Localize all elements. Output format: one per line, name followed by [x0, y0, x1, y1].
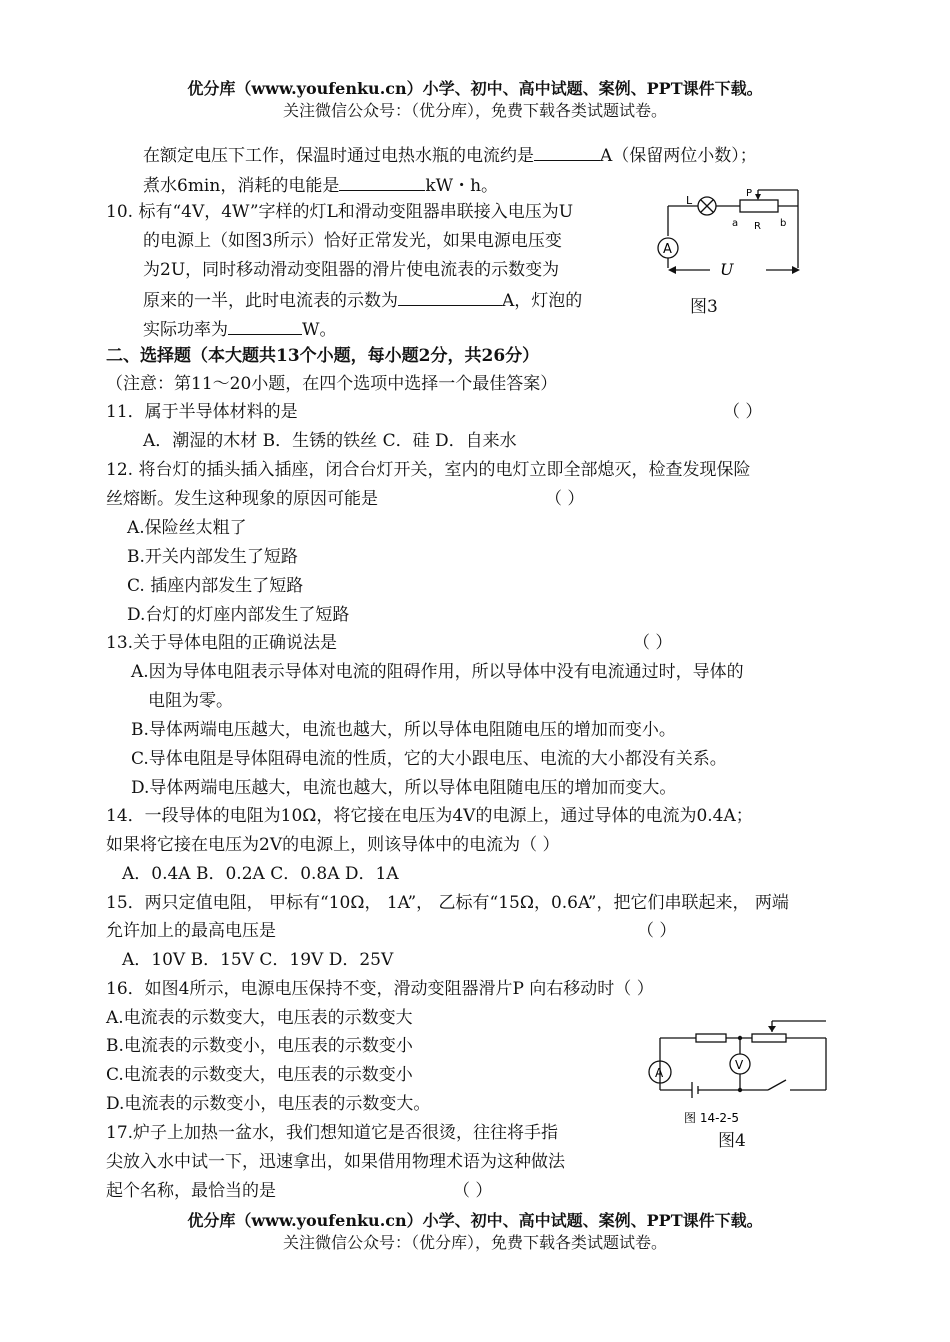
q12-answer-paren: （ ） — [545, 489, 585, 509]
footer-line-1: 优分库（www.youfenku.cn）小学、初中、高中试题、案例、PPT课件下载。 — [187, 1211, 763, 1230]
q15-line-2: 允许加上的最高电压是 — [106, 921, 276, 941]
q15-options: A．10V B．15V C．19V D．25V — [122, 950, 394, 970]
fig3-label-R: R — [754, 221, 761, 232]
q13-option-d: D.导体两端电压越大，电流也越大，所以导体电阻随电压的增加而变大。 — [131, 778, 677, 798]
figure-4-circuit — [640, 1016, 830, 1128]
q17-line-2: 尖放入水中试一下，迅速拿出，如果借用物理术语为这种做法 — [106, 1152, 565, 1172]
q12-option-a: A.保险丝太粗了 — [127, 518, 247, 538]
footer-line-2: 关注微信公众号：（优分库），免费下载各类试题试卷。 — [282, 1233, 667, 1252]
q12-option-d: D.台灯的灯座内部发生了短路 — [127, 605, 350, 625]
q13-option-c: C.导体电阻是导体阻碍电流的性质，它的大小跟电压、电流的大小都没有关系。 — [131, 749, 727, 769]
q15-line-1: 15．两只定值电阻， 甲标有“10Ω， 1A”， 乙标有“15Ω，0.6A”，把它们串联起来， 两端 — [106, 893, 789, 913]
fig3-label-L: L — [686, 194, 693, 207]
fig4-ammeter-label: A — [655, 1066, 664, 1080]
q9-line-2: 煮水6min，消耗的电能是 kW・h。 — [143, 172, 498, 198]
q11-answer-paren: （ ） — [723, 402, 763, 422]
figure-4-caption: 图4 — [718, 1131, 746, 1151]
figure-3-caption: 图3 — [690, 297, 718, 317]
q13-option-a-line-1: A.因为导体电阻表示导体对电流的阻碍作用，所以导体中没有电流通过时，导体的 — [131, 662, 744, 682]
q13-option-a-line-2: 电阻为零。 — [148, 691, 233, 711]
q17-line-1: 17.炉子上加热一盆水，我们想知道它是否很烫，往往将手指 — [106, 1123, 559, 1143]
q16-option-a: A.电流表的示数变大，电压表的示数变大 — [106, 1008, 413, 1028]
header-line-2: 关注微信公众号：（优分库），免费下载各类试题试卷。 — [282, 101, 667, 120]
q13-answer-paren: （ ） — [633, 633, 673, 653]
q10-line-5: 实际功率为 W。 — [143, 316, 336, 342]
q16-option-c: C.电流表的示数变大，电压表的示数变小 — [106, 1065, 413, 1085]
q10-line-4: 原来的一半，此时电流表的示数为 A，灯泡的 — [143, 287, 582, 313]
figure-3-circuit — [650, 186, 810, 286]
q11-options: A．潮湿的木材 B．生锈的铁丝 C．硅 D．自来水 — [143, 431, 517, 451]
fig4-voltmeter-label: V — [735, 1058, 744, 1072]
q10-line-3: 为2U，同时移动滑动变阻器的滑片使电流表的示数变为 — [143, 260, 560, 280]
q16-option-b: B.电流表的示数变小，电压表的示数变小 — [106, 1036, 413, 1056]
q14-line-1: 14．一段导体的电阻为10Ω，将它接在电压为4V的电源上，通过导体的电流为0.4A； — [106, 806, 753, 826]
header-line-1: 优分库（www.youfenku.cn）小学、初中、高中试题、案例、PPT课件下载。 — [187, 79, 763, 98]
fig3-label-U: U — [720, 260, 734, 279]
section-2-title: 二、选择题（本大题共13个小题，每小题2分，共26分） — [106, 346, 540, 366]
q12-option-b: B.开关内部发生了短路 — [127, 547, 298, 567]
q14-options: A．0.4A B．0.2A C．0.8A D．1A — [122, 864, 399, 884]
q14-line-2: 如果将它接在电压为2V的电源上，则该导体中的电流为（ ） — [106, 835, 560, 855]
q11-stem: 11．属于半导体材料的是 — [106, 402, 298, 422]
q16-stem: 16．如图4所示，电源电压保持不变，滑动变阻器滑片P 向右移动时（ ） — [106, 979, 654, 999]
fig3-label-a: a — [732, 218, 739, 229]
q16-option-d: D.电流表的示数变小，电压表的示数变大。 — [106, 1094, 431, 1114]
q12-line-2: 丝熔断。发生这种现象的原因可能是 — [106, 489, 378, 509]
q10-line-1: 10. 标有“4V，4W”字样的灯L和滑动变阻器串联接入电压为U — [106, 202, 574, 222]
q17-answer-paren: （ ） — [453, 1181, 493, 1201]
section-2-note: （注意：第11～20小题，在四个选项中选择一个最佳答案） — [106, 374, 558, 394]
q15-answer-paren: （ ） — [637, 921, 677, 941]
q10-line-2: 的电源上（如图3所示）恰好正常发光，如果电源电压变 — [143, 231, 562, 251]
q13-option-b: B.导体两端电压越大，电流也越大，所以导体电阻随电压的增加而变小。 — [131, 720, 676, 740]
q9-line-1: 在额定电压下工作，保温时通过电热水瓶的电流约是 A（保留两位小数）； — [143, 142, 757, 168]
q12-line-1: 12. 将台灯的插头插入插座，闭合台灯开关，室内的电灯立即全部熄灭，检查发现保险 — [106, 460, 751, 480]
fig3-ammeter-label: A — [663, 242, 672, 257]
q17-line-3: 起个名称，最恰当的是 — [106, 1181, 276, 1201]
q13-stem: 13.关于导体电阻的正确说法是 — [106, 633, 338, 653]
fig3-label-b: b — [780, 218, 787, 229]
q12-option-c: C. 插座内部发生了短路 — [127, 576, 304, 596]
fig3-label-P: P — [746, 188, 753, 199]
fig4-figure-number: 图 14-2-5 — [684, 1111, 740, 1125]
